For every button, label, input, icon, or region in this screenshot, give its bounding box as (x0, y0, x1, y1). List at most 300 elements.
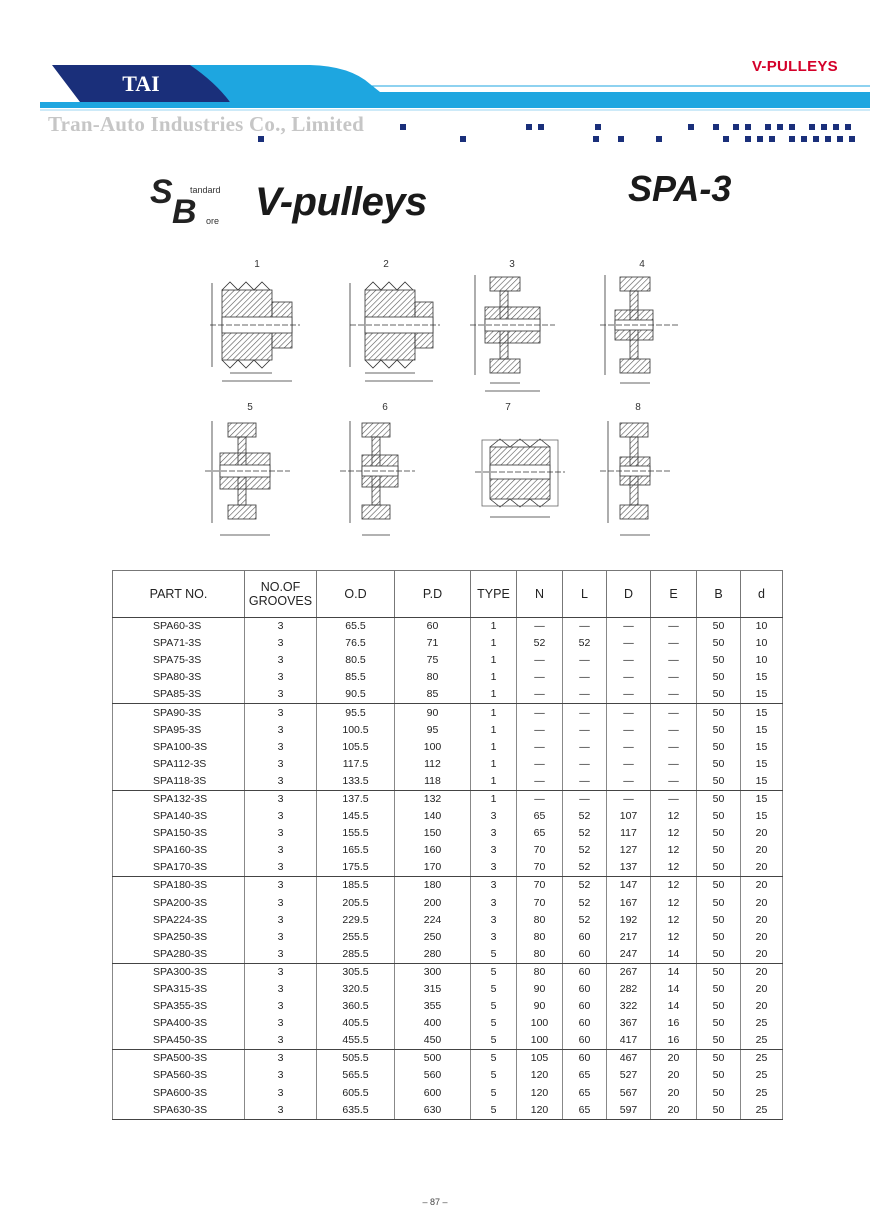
table-cell: — (651, 618, 697, 636)
table-cell: 50 (697, 895, 741, 912)
table-row (113, 1050, 783, 1068)
table-cell: 3 (471, 895, 517, 912)
table-cell: 567 (607, 1085, 651, 1102)
table-cell: 60 (563, 1015, 607, 1032)
table-cell: 3 (245, 842, 317, 859)
table-cell: 90 (395, 704, 471, 722)
table-cell: 355 (395, 998, 471, 1015)
table-cell: 5 (471, 998, 517, 1015)
table-cell: 630 (395, 1102, 471, 1120)
table-cell: 5 (471, 1085, 517, 1102)
table-body (113, 618, 783, 1120)
table-cell: 65 (517, 825, 563, 842)
table-cell: 3 (245, 704, 317, 722)
table-cell: 20 (651, 1085, 697, 1102)
table-cell: 405.5 (317, 1015, 395, 1032)
table-row (113, 877, 783, 895)
table-cell: 200 (395, 895, 471, 912)
table-cell: 5 (471, 963, 517, 981)
table-cell: 50 (697, 1050, 741, 1068)
model-title: SPA-3 (628, 168, 732, 209)
table-cell: 60 (563, 929, 607, 946)
table-row (113, 722, 783, 739)
table-cell: 50 (697, 790, 741, 808)
part-number-cell: SPA80-3S (113, 669, 245, 686)
table-cell: 25 (741, 1050, 783, 1068)
table-cell: 185.5 (317, 877, 395, 895)
table-cell: 3 (245, 946, 317, 964)
table-cell: 15 (741, 773, 783, 791)
table-cell: 85 (395, 686, 471, 704)
table-cell: 60 (563, 963, 607, 981)
table-cell: 118 (395, 773, 471, 791)
table-cell: 20 (741, 963, 783, 981)
column-header: TYPE (471, 571, 517, 618)
table-cell: 3 (471, 825, 517, 842)
part-number-cell: SPA150-3S (113, 825, 245, 842)
table-cell: — (563, 669, 607, 686)
table-cell: 20 (741, 825, 783, 842)
table-cell: 15 (741, 704, 783, 722)
table-cell: — (563, 704, 607, 722)
table-cell: 105.5 (317, 739, 395, 756)
column-header: d (741, 571, 783, 618)
table-cell: 60 (563, 998, 607, 1015)
table-cell: 60 (563, 981, 607, 998)
table-cell: 52 (563, 912, 607, 929)
table-cell: 285.5 (317, 946, 395, 964)
table-cell: — (607, 773, 651, 791)
table-cell: 3 (245, 669, 317, 686)
table-cell: 10 (741, 652, 783, 669)
table-cell: 50 (697, 1032, 741, 1050)
column-header: L (563, 571, 607, 618)
table-row (113, 756, 783, 773)
table-cell: 167 (607, 895, 651, 912)
table-cell: 565.5 (317, 1067, 395, 1084)
table-cell: — (651, 739, 697, 756)
table-cell: 25 (741, 1085, 783, 1102)
table-cell: — (651, 686, 697, 704)
table-cell: 3 (245, 998, 317, 1015)
table-row (113, 895, 783, 912)
table-cell: 3 (471, 808, 517, 825)
table-cell: — (607, 790, 651, 808)
table-cell: 3 (245, 981, 317, 998)
part-number-cell: SPA400-3S (113, 1015, 245, 1032)
part-number-cell: SPA250-3S (113, 929, 245, 946)
sb-logo-standard: tandard (190, 185, 221, 195)
table-cell: — (651, 704, 697, 722)
table-cell: 20 (651, 1102, 697, 1120)
table-cell: 175.5 (317, 859, 395, 877)
table-cell: 1 (471, 652, 517, 669)
table-cell: 133.5 (317, 773, 395, 791)
table-cell: — (517, 669, 563, 686)
table-cell: 71 (395, 635, 471, 652)
table-cell: 3 (245, 912, 317, 929)
table-cell: 80 (517, 912, 563, 929)
table-cell: 3 (245, 722, 317, 739)
table-cell: 360.5 (317, 998, 395, 1015)
table-cell: 3 (245, 618, 317, 636)
product-title: V-pulleys (255, 180, 427, 224)
table-cell: 12 (651, 825, 697, 842)
table-cell: 147 (607, 877, 651, 895)
pulley-type-diagrams (190, 255, 710, 550)
page-number: – 87 – (422, 1197, 448, 1207)
table-cell: 52 (563, 877, 607, 895)
table-cell: — (563, 686, 607, 704)
table-cell: 12 (651, 895, 697, 912)
table-row (113, 998, 783, 1015)
table-cell: — (607, 618, 651, 636)
table-cell: 267 (607, 963, 651, 981)
column-header: D (607, 571, 651, 618)
table-cell: 3 (245, 963, 317, 981)
table-cell: 1 (471, 669, 517, 686)
table-cell: 65 (563, 1102, 607, 1120)
table-cell: 170 (395, 859, 471, 877)
table-cell: 52 (563, 635, 607, 652)
table-cell: 224 (395, 912, 471, 929)
table-cell: 1 (471, 756, 517, 773)
table-row (113, 635, 783, 652)
table-cell: 20 (741, 859, 783, 877)
table-cell: 100 (517, 1032, 563, 1050)
part-number-cell: SPA630-3S (113, 1102, 245, 1120)
company-name: Tran-Auto Industries Co., Limited (48, 112, 364, 136)
part-number-cell: SPA75-3S (113, 652, 245, 669)
table-cell: 16 (651, 1032, 697, 1050)
table-row (113, 981, 783, 998)
table-cell: 3 (471, 877, 517, 895)
table-cell: 1 (471, 739, 517, 756)
diagram-type-4 (600, 275, 680, 383)
table-cell: 75 (395, 652, 471, 669)
diagram-label-3: 3 (509, 259, 515, 270)
table-row (113, 1067, 783, 1084)
column-header: E (651, 571, 697, 618)
table-cell: — (563, 652, 607, 669)
table-cell: 14 (651, 981, 697, 998)
table-cell: 280 (395, 946, 471, 964)
table-cell: 50 (697, 618, 741, 636)
table-cell: 70 (517, 877, 563, 895)
table-cell: 635.5 (317, 1102, 395, 1120)
table-cell: 60 (395, 618, 471, 636)
table-cell: 3 (245, 1085, 317, 1102)
table-cell: 52 (563, 842, 607, 859)
table-cell: — (563, 739, 607, 756)
table-cell: 205.5 (317, 895, 395, 912)
part-number-cell: SPA90-3S (113, 704, 245, 722)
table-cell: 70 (517, 895, 563, 912)
table-cell: 25 (741, 1015, 783, 1032)
table-cell: 50 (697, 877, 741, 895)
table-cell: 3 (245, 808, 317, 825)
table-row (113, 1032, 783, 1050)
table-cell: 50 (697, 669, 741, 686)
sb-logo-s: S (150, 173, 173, 211)
part-number-cell: SPA132-3S (113, 790, 245, 808)
part-number-cell: SPA560-3S (113, 1067, 245, 1084)
table-cell: 217 (607, 929, 651, 946)
table-cell: — (651, 756, 697, 773)
table-row (113, 704, 783, 722)
table-cell: — (563, 790, 607, 808)
table-cell: 3 (245, 739, 317, 756)
table-cell: 65 (563, 1067, 607, 1084)
logo: TAI (122, 71, 160, 96)
table-cell: 127 (607, 842, 651, 859)
diagram-type-6 (340, 421, 415, 535)
table-cell: 3 (245, 1067, 317, 1084)
table-cell: 20 (741, 946, 783, 964)
table-cell: — (517, 790, 563, 808)
table-cell: — (651, 790, 697, 808)
diagram-label-4: 4 (639, 259, 645, 270)
table-cell: 229.5 (317, 912, 395, 929)
table-cell: 3 (245, 1102, 317, 1120)
table-cell: 20 (741, 912, 783, 929)
table-cell: 600 (395, 1085, 471, 1102)
table-cell: 20 (651, 1067, 697, 1084)
table-cell: — (651, 635, 697, 652)
table-cell: 505.5 (317, 1050, 395, 1068)
table-cell: 14 (651, 946, 697, 964)
table-cell: 10 (741, 635, 783, 652)
table-cell: 20 (741, 981, 783, 998)
diagram-label-5: 5 (247, 402, 253, 413)
table-cell: — (517, 618, 563, 636)
part-number-cell: SPA224-3S (113, 912, 245, 929)
table-cell: 95 (395, 722, 471, 739)
table-cell: 20 (741, 998, 783, 1015)
table-cell: 400 (395, 1015, 471, 1032)
table-cell: 52 (563, 859, 607, 877)
table-cell: 50 (697, 912, 741, 929)
table-row (113, 929, 783, 946)
table-cell: — (651, 722, 697, 739)
table-cell: 3 (245, 929, 317, 946)
table-cell: — (607, 739, 651, 756)
diagram-label-1: 1 (254, 259, 260, 270)
table-cell: 120 (517, 1102, 563, 1120)
diagram-label-2: 2 (383, 259, 389, 270)
table-cell: 12 (651, 877, 697, 895)
table-cell: — (563, 722, 607, 739)
table-cell: 60 (563, 946, 607, 964)
table-cell: — (517, 739, 563, 756)
table-cell: — (563, 773, 607, 791)
table-cell: 455.5 (317, 1032, 395, 1050)
sb-logo-ore: ore (206, 216, 220, 226)
table-cell: 3 (471, 859, 517, 877)
table-cell: 12 (651, 842, 697, 859)
table-cell: 10 (741, 618, 783, 636)
table-row (113, 946, 783, 964)
table-cell: 50 (697, 1102, 741, 1120)
table-cell: 95.5 (317, 704, 395, 722)
part-number-cell: SPA600-3S (113, 1085, 245, 1102)
table-cell: 3 (245, 635, 317, 652)
table-cell: 3 (245, 859, 317, 877)
table-cell: 70 (517, 859, 563, 877)
table-cell: 467 (607, 1050, 651, 1068)
table-cell: 50 (697, 704, 741, 722)
table-cell: 52 (563, 825, 607, 842)
table-cell: 250 (395, 929, 471, 946)
table-cell: 60 (563, 1050, 607, 1068)
table-cell: 1 (471, 618, 517, 636)
table-cell: 12 (651, 859, 697, 877)
table-cell: 50 (697, 1067, 741, 1084)
part-number-cell: SPA180-3S (113, 877, 245, 895)
section-title: V-PULLEYS (751, 58, 838, 75)
table-cell: — (607, 756, 651, 773)
table-cell: 5 (471, 1067, 517, 1084)
table-cell: 5 (471, 1032, 517, 1050)
table-cell: 255.5 (317, 929, 395, 946)
table-header-row (113, 571, 783, 618)
table-cell: 1 (471, 722, 517, 739)
table-cell: 192 (607, 912, 651, 929)
table-cell: 300 (395, 963, 471, 981)
part-number-cell: SPA60-3S (113, 618, 245, 636)
table-cell: 50 (697, 722, 741, 739)
table-cell: 145.5 (317, 808, 395, 825)
table-cell: 120 (517, 1067, 563, 1084)
table-cell: 527 (607, 1067, 651, 1084)
table-row (113, 842, 783, 859)
table-cell: 50 (697, 652, 741, 669)
sb-logo (150, 173, 240, 231)
column-header: P.D (395, 571, 471, 618)
table-cell: 50 (697, 842, 741, 859)
table-cell: 80 (517, 946, 563, 964)
part-number-cell: SPA170-3S (113, 859, 245, 877)
table-row (113, 963, 783, 981)
table-row (113, 773, 783, 791)
table-cell: 52 (563, 895, 607, 912)
table-cell: — (607, 652, 651, 669)
column-header: N (517, 571, 563, 618)
table-cell: 3 (471, 842, 517, 859)
table-cell: 15 (741, 686, 783, 704)
table-cell: 105 (517, 1050, 563, 1068)
table-cell: 50 (697, 998, 741, 1015)
column-header: B (697, 571, 741, 618)
table-cell: 597 (607, 1102, 651, 1120)
part-number-cell: SPA280-3S (113, 946, 245, 964)
table-cell: 20 (741, 877, 783, 895)
table-cell: — (517, 686, 563, 704)
table-row (113, 825, 783, 842)
table-cell: 450 (395, 1032, 471, 1050)
table-cell: 3 (245, 825, 317, 842)
table-cell: 5 (471, 1050, 517, 1068)
diagram-label-6: 6 (382, 402, 388, 413)
spec-table-wrapper (112, 570, 782, 1120)
part-number-cell: SPA355-3S (113, 998, 245, 1015)
table-cell: 15 (741, 790, 783, 808)
table-cell: 3 (245, 1015, 317, 1032)
table-cell: 3 (245, 790, 317, 808)
table-cell: 25 (741, 1102, 783, 1120)
table-cell: 315 (395, 981, 471, 998)
table-cell: 1 (471, 635, 517, 652)
table-row (113, 686, 783, 704)
table-cell: 80 (517, 963, 563, 981)
part-number-cell: SPA95-3S (113, 722, 245, 739)
table-cell: 3 (245, 652, 317, 669)
table-cell: 5 (471, 981, 517, 998)
table-cell: 1 (471, 790, 517, 808)
table-cell: 117 (607, 825, 651, 842)
part-number-cell: SPA315-3S (113, 981, 245, 998)
table-row (113, 790, 783, 808)
table-cell: 50 (697, 635, 741, 652)
table-cell: 50 (697, 825, 741, 842)
part-number-cell: SPA85-3S (113, 686, 245, 704)
table-cell: — (651, 669, 697, 686)
table-cell: — (517, 722, 563, 739)
table-cell: 112 (395, 756, 471, 773)
table-cell: 155.5 (317, 825, 395, 842)
table-cell: 3 (245, 686, 317, 704)
diagram-type-5 (205, 421, 290, 535)
table-cell: 282 (607, 981, 651, 998)
table-cell: 80 (517, 929, 563, 946)
table-cell: 20 (651, 1050, 697, 1068)
table-cell: 320.5 (317, 981, 395, 998)
table-cell: 50 (697, 808, 741, 825)
table-cell: 367 (607, 1015, 651, 1032)
table-cell: 76.5 (317, 635, 395, 652)
table-row (113, 1085, 783, 1102)
spec-table (112, 570, 783, 1120)
table-cell: 137.5 (317, 790, 395, 808)
table-cell: 90 (517, 998, 563, 1015)
table-cell: 50 (697, 1085, 741, 1102)
table-cell: — (651, 652, 697, 669)
table-cell: 15 (741, 722, 783, 739)
table-cell: 305.5 (317, 963, 395, 981)
table-cell: — (517, 652, 563, 669)
table-cell: 65 (517, 808, 563, 825)
part-number-cell: SPA200-3S (113, 895, 245, 912)
table-row (113, 739, 783, 756)
table-cell: 14 (651, 998, 697, 1015)
table-cell: 50 (697, 756, 741, 773)
table-cell: — (517, 704, 563, 722)
table-cell: 50 (697, 859, 741, 877)
table-cell: 65 (563, 1085, 607, 1102)
table-cell: 3 (245, 1050, 317, 1068)
table-cell: 100 (395, 739, 471, 756)
table-cell: 5 (471, 1015, 517, 1032)
table-cell: 560 (395, 1067, 471, 1084)
table-cell: 3 (245, 1032, 317, 1050)
part-number-cell: SPA112-3S (113, 756, 245, 773)
part-number-cell: SPA300-3S (113, 963, 245, 981)
table-cell: 20 (741, 895, 783, 912)
table-cell: 120 (517, 1085, 563, 1102)
table-row (113, 808, 783, 825)
table-row (113, 618, 783, 636)
table-cell: 137 (607, 859, 651, 877)
